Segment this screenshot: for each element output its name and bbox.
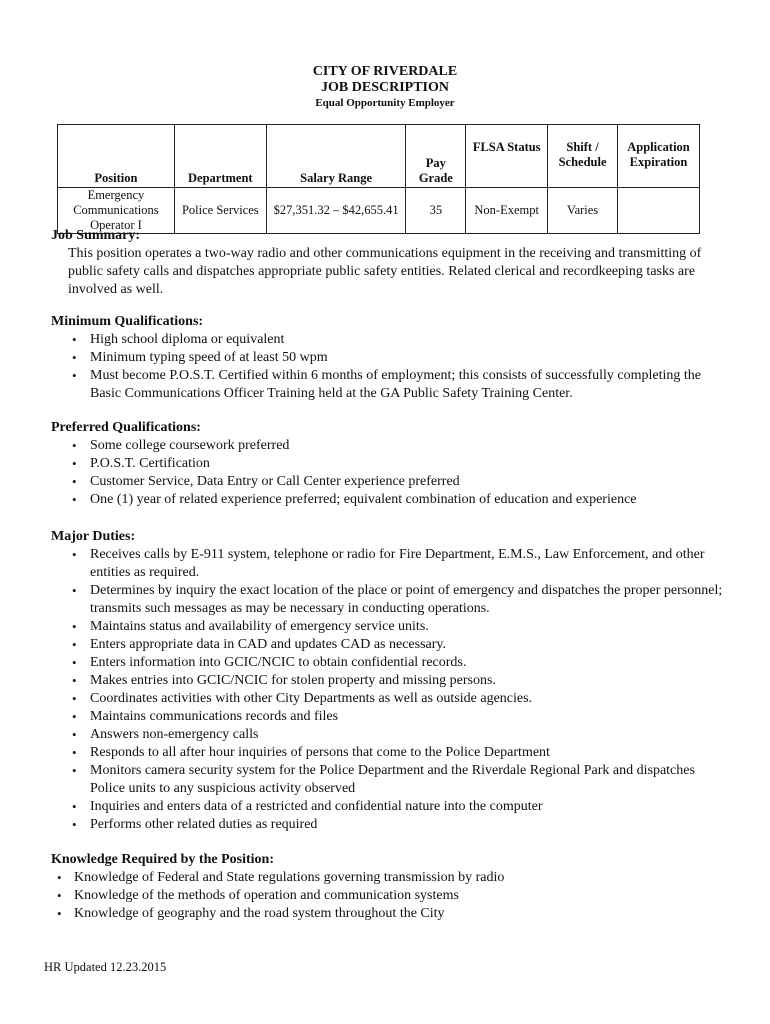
knowledge-list: [51, 869, 731, 923]
list-item: • Responds to all after hour inquiries of persons that come to the Police Department: [51, 744, 731, 762]
header-app-line1: Application: [627, 140, 690, 154]
list-item: • Determines by inquiry the exact location of the place or point of emergency and dispatches the proper personnel; transmits such messages as may be necessary in conducting operations.: [51, 582, 731, 618]
document-title: JOB DESCRIPTION: [321, 80, 449, 95]
list-item: • Monitors camera security system for the Police Department and the Riverdale Regional Park and dispatches Police units to any suspicious activity observed: [51, 762, 731, 798]
list-item: • Knowledge of geography and the road system throughout the City: [51, 905, 731, 923]
major-duties-heading: Major Duties:: [51, 529, 136, 544]
preferred-qualifications-list: [51, 437, 731, 509]
list-item: • One (1) year of related experience preferred; equivalent combination of education and experience: [51, 491, 731, 509]
list-item: • Minimum typing speed of at least 50 wpm: [51, 349, 731, 367]
position-line3: Operator I: [90, 218, 142, 232]
header-flsa-status: FLSA Status: [466, 125, 548, 188]
list-item: • P.O.S.T. Certification: [51, 455, 731, 473]
list-item: • Inquiries and enters data of a restricted and confidential nature into the computer: [51, 798, 731, 816]
major-duties-list: [51, 546, 731, 834]
list-item: • Some college coursework preferred: [51, 437, 731, 455]
header-shift-schedule: [548, 125, 618, 188]
preferred-qualifications-section: [51, 419, 731, 509]
document-header: [0, 64, 770, 110]
list-item: • Makes entries into GCIC/NCIC for stolen property and missing persons.: [51, 672, 731, 690]
job-summary-text: This position operates a two-way radio and other communications equipment in the receiving and transmitting of public safety calls and dispatches appropriate public safety entities. Related clerical and recordkeeping tasks are involved as well.: [68, 246, 702, 297]
header-department: Department: [174, 125, 266, 188]
job-info-table: [57, 124, 700, 234]
list-item: • Maintains status and availability of emergency service units.: [51, 618, 731, 636]
list-item: • Knowledge of Federal and State regulations governing transmission by radio: [51, 869, 731, 887]
city-name: CITY OF RIVERDALE: [312, 64, 458, 79]
position-line2: Communications: [73, 203, 159, 217]
header-app-line2: Expiration: [629, 155, 688, 169]
header-position: Position: [58, 125, 175, 188]
cell-department: Police Services: [174, 188, 266, 234]
eeo-subtitle: Equal Opportunity Employer: [315, 97, 455, 109]
job-summary-heading: Job Summary:: [51, 228, 141, 243]
position-line1: Emergency: [87, 188, 145, 202]
table-header-row: [58, 125, 700, 188]
cell-salary-range: $27,351.32 – $42,655.41: [266, 188, 406, 234]
cell-pay-grade: 35: [406, 188, 466, 234]
cell-shift-schedule: Varies: [548, 188, 618, 234]
knowledge-heading: Knowledge Required by the Position:: [51, 852, 274, 867]
list-item: • High school diploma or equivalent: [51, 331, 731, 349]
minimum-qualifications-list: [51, 331, 731, 403]
list-item: • Maintains communications records and files: [51, 708, 731, 726]
header-shift-line1: Shift /: [566, 140, 599, 154]
preferred-qualifications-heading: Preferred Qualifications:: [51, 420, 201, 435]
header-pay-grade-line2: Grade: [418, 171, 453, 185]
list-item: • Answers non-emergency calls: [51, 726, 731, 744]
footer-updated-date: HR Updated 12.23.2015: [44, 960, 167, 974]
header-pay-grade: [406, 125, 466, 188]
list-item: • Performs other related duties as required: [51, 816, 731, 834]
header-pay-grade-line1: Pay: [425, 156, 446, 170]
header-application-expiration: [618, 125, 700, 188]
list-item: • Knowledge of the methods of operation and communication systems: [51, 887, 731, 905]
list-item: • Coordinates activities with other City Departments as well as outside agencies.: [51, 690, 731, 708]
list-item: • Must become P.O.S.T. Certified within 6 months of employment; this consists of successfully completing the Basic Communications Officer Training held at the GA Public Safety Training Center.: [51, 367, 731, 403]
header-shift-line2: Schedule: [558, 155, 607, 169]
list-item: • Enters information into GCIC/NCIC to obtain confidential records.: [51, 654, 731, 672]
list-item: • Customer Service, Data Entry or Call Center experience preferred: [51, 473, 731, 491]
job-summary-section: [51, 227, 731, 299]
minimum-qualifications-heading: Minimum Qualifications:: [51, 314, 204, 329]
header-salary-range: Salary Range: [266, 125, 406, 188]
cell-flsa-status: Non-Exempt: [466, 188, 548, 234]
knowledge-section: [51, 851, 731, 923]
list-item: • Receives calls by E-911 system, telephone or radio for Fire Department, E.M.S., Law Enforcement, and other entities as required.: [51, 546, 731, 582]
minimum-qualifications-section: [51, 313, 731, 403]
major-duties-section: [51, 528, 731, 834]
list-item: • Enters appropriate data in CAD and updates CAD as necessary.: [51, 636, 731, 654]
